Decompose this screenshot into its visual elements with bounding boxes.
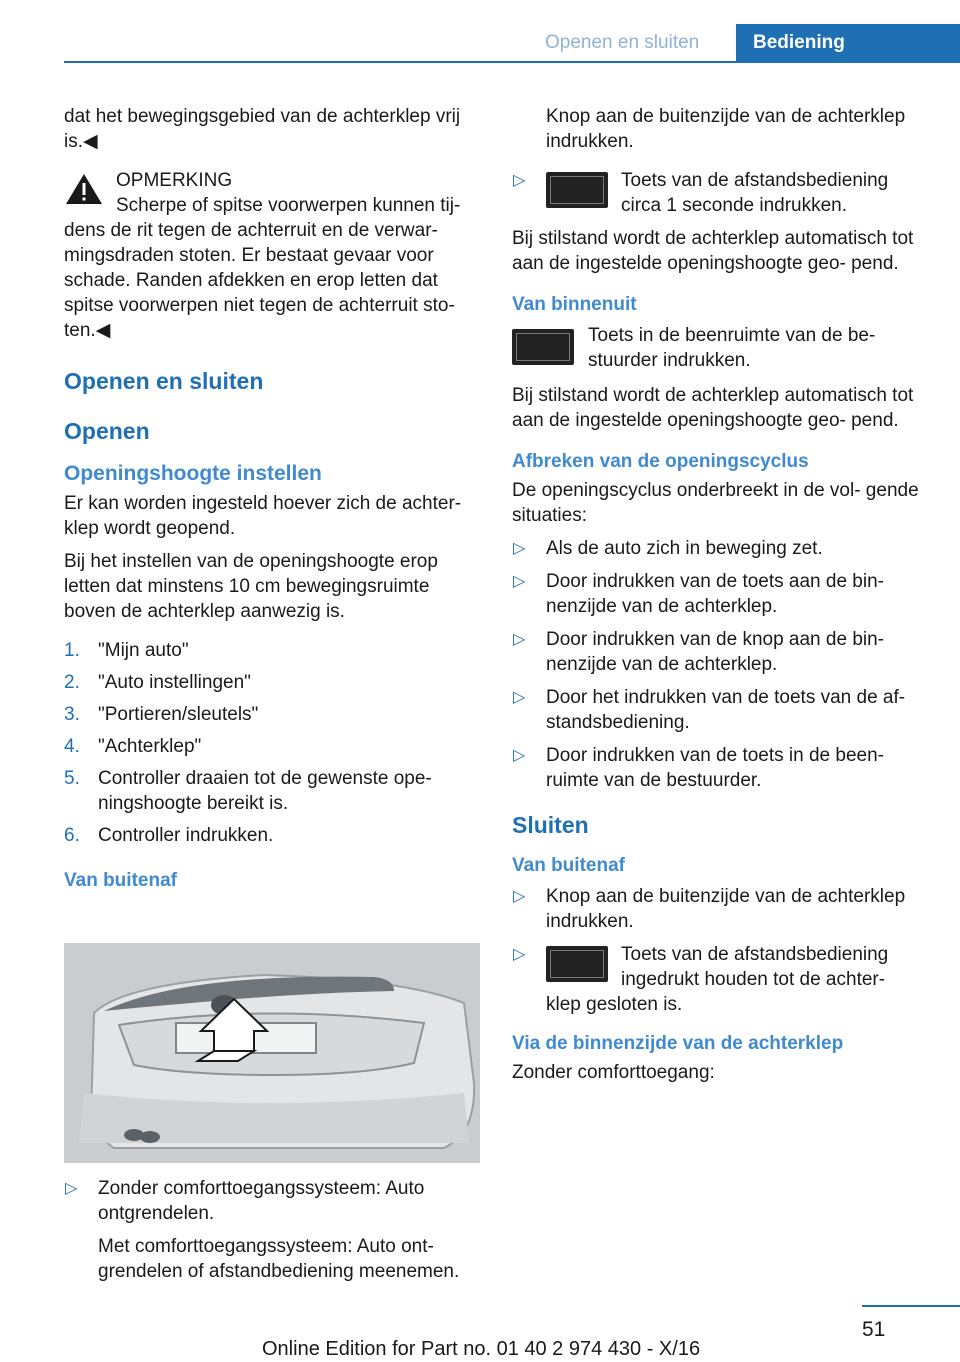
list-item (512, 942, 927, 1017)
list-item (512, 569, 927, 619)
header-rule (64, 61, 960, 63)
step-text: Controller draaien tot de gewenste ope- ningshoogte bereikt is. (98, 768, 432, 814)
heading-abort: Afbreken van de openingscyclus (512, 451, 809, 472)
bullet-text: Als de auto zich in beweging zet. (546, 538, 823, 559)
footwell-step (512, 323, 927, 375)
paragraph-height-2: Bij het instellen van de openingshoogte erop letten dat minstens 10 cm bewegingsruimte boven de achterklep aanwezig is. (64, 551, 438, 622)
list-item (512, 627, 927, 677)
bullet-triangle-icon: ▷ (513, 689, 526, 706)
heading-open-close: Openen en sluiten (64, 368, 264, 394)
step-number: 2. (64, 672, 80, 693)
steps-list (64, 638, 482, 848)
bullet-text: Door indrukken van de toets aan de bin- nenzijde van de achterklep. (546, 571, 884, 617)
chapter-tab-label: Bediening (753, 32, 845, 53)
warning-title: OPMERKING (116, 170, 233, 191)
bullet-text: Toets van de afstandsbediening ingedrukt houden tot de achter- (621, 944, 889, 990)
list-item (64, 734, 482, 759)
bullet-text: Knop aan de buitenzijde van de achterklep indrukken. (546, 886, 906, 932)
bullet-text-continued: klep gesloten is. (546, 994, 683, 1015)
paragraph-height-1: Er kan worden ingesteld hoever zich de achter- klep wordt geopend. (64, 493, 462, 539)
heading-from-outside: Van buitenaf (64, 870, 177, 891)
step-number: 4. (64, 736, 80, 757)
bullet-text: Zonder comforttoegangssysteem: Auto ontgrendelen. (98, 1178, 425, 1224)
step-text: "Achterklep" (98, 736, 202, 757)
paragraph-knop: Knop aan de buitenzijde van de achterklep indrukken. (546, 106, 906, 152)
paragraph-standstill-2: Bij stilstand wordt de achterklep automatisch tot aan de ingestelde openingshoogte geo- pend. (512, 385, 914, 431)
list-item (64, 1176, 482, 1284)
trunk-button-icon (546, 172, 608, 208)
warning-triangle-icon (64, 172, 104, 206)
car-rear-image (64, 943, 480, 1163)
intro-text: dat het bewegingsgebied van de achterklep vrij is.◀ (64, 106, 461, 152)
list-item (64, 823, 482, 848)
bullet-triangle-icon: ▷ (513, 573, 526, 590)
heading-open: Openen (64, 418, 150, 444)
bullet-triangle-icon: ▷ (513, 172, 526, 189)
step-text: "Portieren/sleutels" (98, 704, 259, 725)
list-item (512, 536, 927, 561)
bullet-triangle-icon: ▷ (513, 631, 526, 648)
paragraph-standstill-1: Bij stilstand wordt de achterklep automatisch tot aan de ingestelde openingshoogte geo- pend. (512, 228, 914, 274)
paragraph-without-comfort: Zonder comforttoegang: (512, 1062, 715, 1083)
edition-line: Online Edition for Part no. 01 40 2 974 430 - X/16 (262, 1338, 701, 1360)
bullet-text: Door indrukken van de toets in de been- ruimte van de bestuurder. (546, 745, 884, 791)
step-number: 3. (64, 704, 80, 725)
abort-list (512, 536, 927, 793)
close-list (512, 884, 927, 1017)
footwell-text: Toets in de beenruimte van de be- stuurder indrukken. (588, 325, 876, 371)
heading-close: Sluiten (512, 812, 589, 838)
heading-via-inside: Via de binnenzijde van de achterklep (512, 1033, 844, 1054)
warning-block (64, 168, 482, 343)
remote-step (512, 168, 927, 220)
bullet-triangle-icon: ▷ (65, 1180, 78, 1197)
list-item (512, 884, 927, 934)
page-number: 51 (862, 1318, 886, 1341)
heading-from-outside-2: Van buitenaf (512, 855, 625, 876)
bullet-text: Door het indrukken van de toets van de af- standsbediening. (546, 687, 906, 733)
bullet-subtext: Met comforttoegangssysteem: Auto ont- grendelen of afstandbediening meenemen. (98, 1236, 460, 1282)
heading-opening-height: Openingshoogte instellen (64, 462, 322, 485)
trunk-lid-illustration (64, 943, 480, 1163)
bullet-triangle-icon: ▷ (513, 946, 526, 963)
bullet-triangle-icon: ▷ (513, 540, 526, 557)
chapter-tab (736, 24, 960, 62)
step-number: 1. (64, 640, 80, 661)
heading-from-inside: Van binnenuit (512, 294, 637, 315)
left-column (64, 104, 482, 893)
list-item (64, 766, 482, 816)
footwell-button-icon (512, 329, 574, 365)
list-item (64, 638, 482, 663)
list-item (512, 685, 927, 735)
bullet-triangle-icon: ▷ (513, 747, 526, 764)
right-column (512, 104, 927, 1085)
warning-first-line: Scherpe of spitse voorwerpen kunnen tij- (116, 195, 461, 216)
warning-text: dens de rit tegen de achterruit en de verwar- mingsdraden stoten. Er bestaat gevaar voor schade. Randen afdekken en erop letten dat spitse voorwerpen niet tegen de achterruit sto- ten.◀ (64, 220, 455, 341)
bullet-triangle-icon: ▷ (513, 888, 526, 905)
step-text: "Auto instellingen" (98, 672, 251, 693)
trunk-button-icon (546, 946, 608, 982)
footer-rule (862, 1305, 960, 1307)
step-text: Controller indrukken. (98, 825, 274, 846)
list-item (64, 702, 482, 727)
remote-step-text: Toets van de afstandsbediening circa 1 seconde indrukken. (621, 170, 889, 216)
step-number: 5. (64, 768, 80, 789)
paragraph-abort: De openingscyclus onderbreekt in de vol- gende situaties: (512, 480, 919, 526)
list-item (64, 670, 482, 695)
comfort-bullets (64, 1176, 482, 1292)
running-header-section: Openen en sluiten (545, 32, 700, 53)
step-number: 6. (64, 825, 80, 846)
bullet-text: Door indrukken van de knop aan de bin- nenzijde van de achterklep. (546, 629, 885, 675)
list-item (512, 743, 927, 793)
step-text: "Mijn auto" (98, 640, 189, 661)
